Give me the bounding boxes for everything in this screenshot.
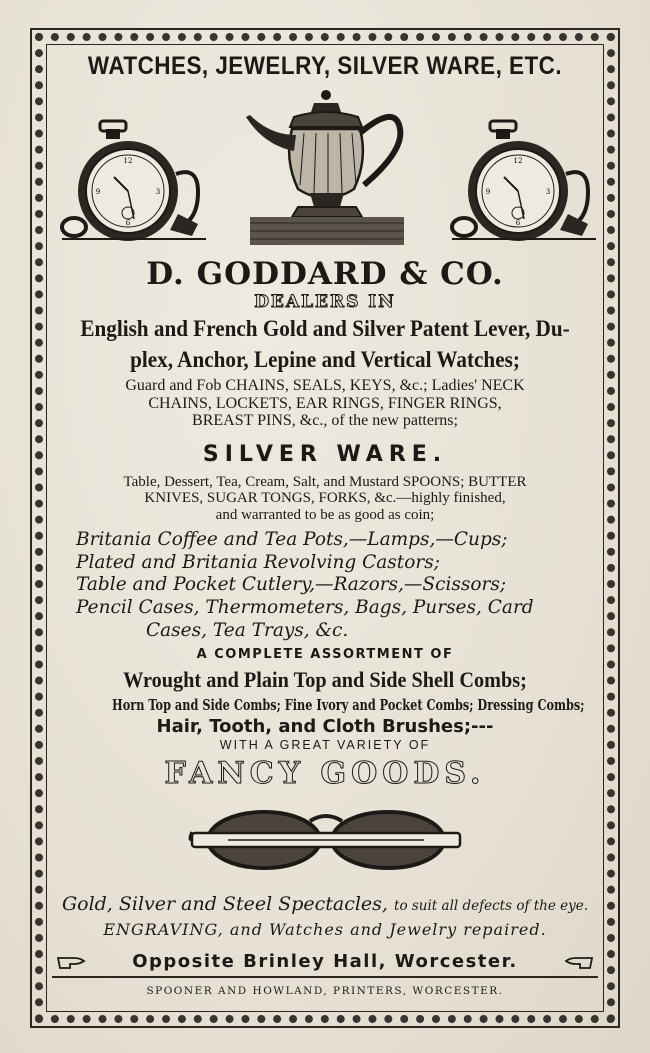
svg-text:9: 9: [485, 188, 491, 196]
variety-line: WITH A GREAT VARIETY OF: [219, 737, 431, 752]
spectacles-line: [52, 895, 598, 914]
pointing-hand-icon: [564, 952, 594, 970]
header-title: WATCHES, JEWELRY, SILVER WARE, ETC.: [87, 52, 563, 80]
spoons-line-2: KNIVES, SUGAR TONGS, FORKS, &c.—highly finished,: [144, 490, 506, 507]
italic-line-3: Table and Pocket Cutlery,—Razors,—Scissors;: [76, 574, 507, 596]
spectacles-engraving: [52, 803, 598, 883]
spectacles-icon: [188, 807, 464, 873]
dealers-in-heading: DEALERS IN: [254, 292, 396, 312]
teapot-icon: [244, 89, 409, 249]
chains-line-3: BREAST PINS, &c., of the new patterns;: [192, 412, 458, 430]
spoons-line-3: and warranted to be as good as coin;: [215, 506, 435, 523]
combs-line: Wrought and Plain Top and Side Shell Combs;: [123, 667, 527, 693]
svg-text:12: 12: [123, 157, 133, 165]
svg-text:9: 9: [95, 188, 101, 196]
spoons-line-1: Table, Dessert, Tea, Cream, Salt, and Mustard SPOONS; BUTTER: [123, 473, 527, 490]
assortment-heading: A COMPLETE ASSORTMENT OF: [196, 647, 454, 663]
italic-line-5: Cases, Tea Trays, &c.: [146, 619, 349, 641]
address-text: Opposite Brinley Hall, Worcester.: [132, 951, 518, 973]
combs-small-line: Horn Top and Side Combs; Fine Ivory and Pocket Combs; Dressing Combs;: [112, 697, 585, 715]
watches-line-2: plex, Anchor, Lepine and Vertical Watches;: [130, 347, 520, 372]
fancy-goods-heading: FANCY GOODS.: [164, 756, 486, 792]
pocket-watch-icon: [58, 119, 208, 244]
engraving-row: [52, 89, 598, 249]
italic-wares-list: [52, 529, 598, 642]
advertisement-content: [52, 48, 598, 997]
watches-line-1: English and French Gold and Silver Patent Lever, Du-: [80, 316, 570, 341]
italic-line-1: Britania Coffee and Tea Pots,—Lamps,—Cups;: [76, 529, 508, 551]
engraving-line: ENGRAVING, and Watches and Jewelry repaired.: [103, 920, 547, 940]
chains-line-1: Guard and Fob CHAINS, SEALS, KEYS, &c.; Ladies' NECK: [125, 377, 525, 394]
pointing-hand-icon: [56, 952, 86, 970]
svg-text:6: 6: [125, 219, 131, 227]
spectacles-small-text: to suit all defects of the eye.: [394, 898, 589, 915]
pocket-watch-icon: [448, 119, 598, 244]
brushes-line: Hair, Tooth, and Cloth Brushes;---: [156, 715, 494, 737]
svg-text:6: 6: [515, 219, 521, 227]
printers-credit: SPOONER AND HOWLAND, PRINTERS, WORCESTER.: [146, 985, 504, 998]
svg-text:3: 3: [545, 188, 551, 196]
chains-line-2: CHAINS, LOCKETS, EAR RINGS, FINGER RINGS,: [148, 394, 502, 412]
spectacles-main-text: Gold, Silver and Steel Spectacles,: [61, 893, 388, 916]
silver-ware-heading: SILVER WARE.: [52, 444, 598, 466]
firm-name: D. GODDARD & CO.: [146, 256, 504, 292]
italic-line-2: Plated and Britania Revolving Castors;: [76, 551, 440, 573]
italic-line-4: Pencil Cases, Thermometers, Bags, Purses, Card: [76, 596, 534, 618]
svg-text:3: 3: [155, 188, 161, 196]
svg-text:12: 12: [513, 157, 523, 165]
address-row: [52, 950, 598, 978]
